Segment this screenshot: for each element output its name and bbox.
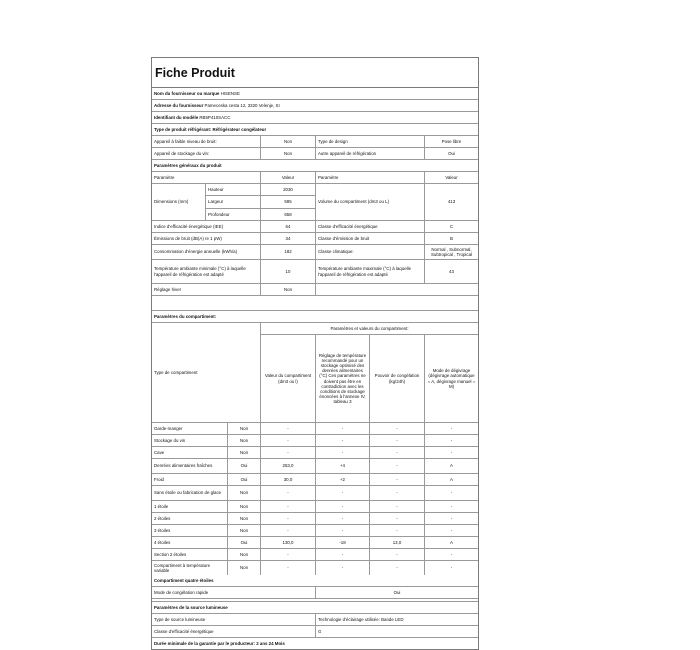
design-type-value: Pose libre	[441, 138, 462, 144]
low-noise-label: Appareil à faible niveau de bruit:	[152, 136, 261, 147]
general-row-value2: C	[449, 223, 454, 229]
dimension-depth-value: 658	[284, 211, 292, 217]
dimension-height-label: Hauteur	[206, 184, 261, 195]
other-appliance-label: Autre appareil de réfrigération	[316, 148, 425, 159]
compartment-name: Garde-manger	[152, 423, 228, 434]
light-type-row	[152, 614, 478, 626]
compartment-row	[152, 474, 478, 486]
low-noise-row	[152, 136, 478, 148]
compartment-present: Oui	[228, 459, 261, 473]
product-sheet	[151, 57, 479, 650]
compartment-volume: 30,0	[261, 474, 316, 485]
compartment-row	[152, 561, 478, 575]
sheet-title-row	[152, 58, 478, 88]
model-label: Identifiant du modèle	[154, 114, 199, 120]
compartment-temperature: -	[316, 423, 370, 434]
compartment-freezing-capacity: -	[370, 447, 425, 458]
compartment-defrost-mode: -	[450, 515, 453, 521]
compartment-present: Oui	[228, 474, 261, 485]
compartment-freezing-capacity: -	[370, 474, 425, 485]
compartment-freezing-capacity: -	[370, 459, 425, 473]
dimension-width-label: Largeur	[206, 196, 261, 207]
general-title: Paramètres généraux du produit	[154, 162, 222, 168]
fast-freeze-row	[152, 587, 478, 599]
warranty: Durée minimale de la garantie par le producteur: 2 ans 24 Mois	[154, 640, 285, 646]
design-type-label: Type de design	[316, 136, 425, 147]
general-row-value: 10	[261, 260, 316, 283]
compartment-present: Oui	[228, 537, 261, 548]
model-value: RB5P410SACC	[199, 114, 231, 120]
compartment-temperature: +4	[316, 459, 370, 473]
compartment-freezing-capacity: -	[370, 549, 425, 560]
compartment-rows	[152, 423, 478, 575]
compartment-name: 4 étoiles	[152, 537, 228, 548]
compartment-volume: 253,0	[261, 459, 316, 473]
spacer-row	[152, 296, 478, 311]
compartment-present: Non	[228, 549, 261, 560]
general-header-value2: Valeur	[445, 174, 458, 180]
compartment-name: Compartiment à température variable	[152, 561, 228, 575]
wine-storage-label: Appareil de stockage du vin:	[152, 148, 261, 159]
compartment-volume: -	[261, 549, 316, 560]
compartment-volume: -	[261, 501, 316, 512]
general-header-row	[152, 172, 478, 184]
general-row-value: 182	[261, 245, 316, 259]
compartment-row	[152, 447, 478, 459]
general-header-param: Paramètre	[152, 172, 261, 183]
compartment-row	[152, 525, 478, 537]
address-label: Adresse du fournisseur	[154, 102, 204, 108]
compartment-defrost-mode: -	[450, 551, 453, 557]
general-row-value: 64	[261, 221, 316, 232]
general-row-value2: B	[450, 235, 453, 241]
light-title: Paramètres de la source lumineuse	[154, 604, 228, 610]
dimension-depth-label: Profondeur	[206, 209, 261, 220]
compartment-freezing-capacity: 13,0	[370, 537, 425, 548]
fast-freeze-label: Mode de congélation rapide	[152, 587, 316, 598]
general-row-value: 34	[261, 233, 316, 244]
general-row-value2: Normal , Subnormal, Subtropical , Tropical	[431, 246, 472, 257]
dimension-height-value: 2030	[283, 187, 293, 193]
compartment-volume: -	[261, 435, 316, 446]
general-row	[152, 245, 478, 260]
compartment-type-header: Type de compartiment	[152, 323, 261, 422]
compartment-present: Non	[228, 561, 261, 575]
compartment-defrost-mode: -	[450, 503, 453, 509]
compartment-name: Cave	[152, 447, 228, 458]
general-row-label2: Classe climatique:	[316, 245, 425, 259]
compartment-volume: -	[261, 447, 316, 458]
dimension-width-value: 595	[284, 199, 292, 205]
compartment-row	[152, 549, 478, 561]
light-class-label: Classe d'efficacité énergétique	[152, 626, 316, 637]
compartment-volume: -	[261, 486, 316, 500]
supplier-label: Nom du fournisseur ou marque	[154, 90, 220, 96]
volume-value: 413	[447, 199, 456, 205]
compartment-row	[152, 435, 478, 447]
compartment-volume: -	[261, 525, 316, 536]
general-row-label: Indice d'efficacité énergétique (IEE)	[152, 221, 261, 232]
sheet-title: Fiche Produit	[155, 65, 235, 80]
compartment-freezing-capacity: -	[370, 561, 425, 575]
defrost-mode-header: Mode de dégivrage (dégivrage automatique = A, dégivrage manuel = M)	[427, 368, 476, 389]
general-header-value: Valeur	[261, 172, 316, 183]
general-row	[152, 260, 478, 284]
temperature-header: Réglage de température recommandé pour un stockage optimisé des denrées alimentaires (°C) Ces paramètres ne doivent pas être en contradiction avec les conditions de stockage énoncées à l'annexe IV, tableau 3	[316, 335, 370, 422]
compartment-defrost-mode: A	[450, 463, 453, 469]
other-appliance-value: Oui	[448, 150, 455, 156]
compartment-temperature: -	[316, 501, 370, 512]
supplier-row	[152, 88, 478, 100]
compartment-name: Denrées alimentaires fraîches	[152, 459, 228, 473]
compartment-present: Non	[228, 423, 261, 434]
dimensions-label: Dimensions (mm)	[152, 184, 206, 220]
compartment-temperature: -	[316, 447, 370, 458]
compartment-row	[152, 513, 478, 525]
compartment-present: Non	[228, 525, 261, 536]
compartment-header-row	[152, 323, 478, 423]
compartment-temperature: +2	[316, 474, 370, 485]
compartment-temperature: -18	[316, 537, 370, 548]
compartment-defrost-mode: -	[450, 527, 453, 533]
appliance-type-value: Réfrigérateur congélateur	[212, 126, 267, 132]
dimensions-row	[152, 184, 478, 221]
compartment-title-row	[152, 311, 478, 323]
appliance-type-label: Type de produit réfrigérant:	[154, 126, 212, 132]
compartment-name: Section 2 étoiles	[152, 549, 228, 560]
compartment-defrost-mode: -	[450, 490, 453, 496]
volume-header: Valeur du compartiment (dm3 ou l)	[261, 335, 316, 422]
general-row	[152, 233, 478, 245]
wine-storage-row	[152, 148, 478, 160]
supplier-value: HISENSE	[220, 90, 240, 96]
compartment-defrost-mode: A	[450, 539, 453, 545]
compartment-name: Sans étoile ou fabrication de glace	[152, 486, 228, 500]
light-title-row	[152, 602, 478, 614]
compartment-temperature: -	[316, 435, 370, 446]
compartment-row	[152, 501, 478, 513]
winter-row	[152, 284, 478, 296]
four-star-title: Compartiment quatre étoiles	[154, 577, 214, 583]
compartment-present: Non	[228, 501, 261, 512]
compartment-defrost-mode: -	[450, 449, 453, 455]
compartment-present: Non	[228, 486, 261, 500]
compartment-volume: -	[261, 423, 316, 434]
compartment-defrost-mode: -	[450, 565, 453, 571]
compartment-volume: -	[261, 561, 316, 575]
freezing-capacity-header: Pouvoir de congélation (kg/24h)	[370, 335, 425, 422]
four-star-title-row	[152, 575, 478, 587]
general-row-label: Consommation d'énergie annuelle (kWh/a)	[152, 245, 261, 259]
compartment-name: Stockage du vin	[152, 435, 228, 446]
compartment-row	[152, 486, 478, 501]
general-title-row	[152, 160, 478, 172]
compartment-freezing-capacity: -	[370, 513, 425, 524]
compartment-freezing-capacity: -	[370, 435, 425, 446]
light-type-value: Technologie d'éclairage utilisée: Bande LED	[318, 616, 404, 622]
compartment-row	[152, 423, 478, 435]
general-row-value2: 43	[449, 268, 454, 274]
compartment-present: Non	[228, 513, 261, 524]
general-row-label: Émissions de bruit (dB(A) re 1 pW)	[152, 233, 261, 244]
light-class-row	[152, 626, 478, 638]
address-row	[152, 100, 478, 112]
compartment-temperature: -	[316, 525, 370, 536]
compartment-row	[152, 459, 478, 474]
general-row-label2: Température ambiante maximale (°C) à laquelle l'appareil de réfrigération est adapté	[316, 260, 425, 283]
model-row	[152, 112, 478, 124]
light-class-value: G	[318, 628, 322, 634]
compartment-freezing-capacity: -	[370, 525, 425, 536]
compartment-name: 1 étoile	[152, 501, 228, 512]
general-row-label2: Classe d'émission de bruit	[316, 233, 425, 244]
fast-freeze-value: Oui	[393, 589, 401, 595]
general-header-param2: Paramètre	[316, 172, 425, 183]
compartment-row	[152, 537, 478, 549]
address-value: Pameceska cesta 12, 3320 Velenje, SI	[204, 102, 280, 108]
compartment-defrost-mode: -	[450, 437, 453, 443]
light-type-label: Type de source lumineuse	[152, 614, 316, 625]
compartment-defrost-mode: A	[450, 476, 453, 482]
compartment-temperature: -	[316, 513, 370, 524]
compartment-group-header: Paramètres et valeurs du compartiment:	[330, 325, 409, 331]
compartment-freezing-capacity: -	[370, 423, 425, 434]
compartment-defrost-mode: -	[450, 425, 453, 431]
general-row-label2: Classe d'efficacité énergétique	[316, 221, 425, 232]
compartment-present: Non	[228, 435, 261, 446]
general-row	[152, 221, 478, 233]
compartment-freezing-capacity: -	[370, 486, 425, 500]
compartment-name: 3 étoiles	[152, 525, 228, 536]
general-row-label: Température ambiante minimale (°C) à laquelle l'appareil de réfrigération est adapté	[152, 260, 261, 283]
compartment-title: Paramètres du compartiment:	[154, 313, 217, 319]
compartment-freezing-capacity: -	[370, 501, 425, 512]
winter-value: Non	[261, 284, 316, 295]
compartment-name: 2 étoiles	[152, 513, 228, 524]
low-noise-value: Non	[261, 136, 316, 147]
compartment-present: Non	[228, 447, 261, 458]
warranty-row	[152, 638, 478, 649]
volume-label: Volume du compartiment (dm3 ou L)	[316, 184, 425, 220]
compartment-volume: 130,0	[261, 537, 316, 548]
compartment-volume: -	[261, 513, 316, 524]
compartment-temperature: -	[316, 561, 370, 575]
appliance-type-row	[152, 124, 478, 136]
compartment-temperature: -	[316, 486, 370, 500]
winter-label: Réglage hiver	[152, 284, 261, 295]
compartment-temperature: -	[316, 549, 370, 560]
wine-storage-value: Non	[261, 148, 316, 159]
compartment-name: Froid	[152, 474, 228, 485]
